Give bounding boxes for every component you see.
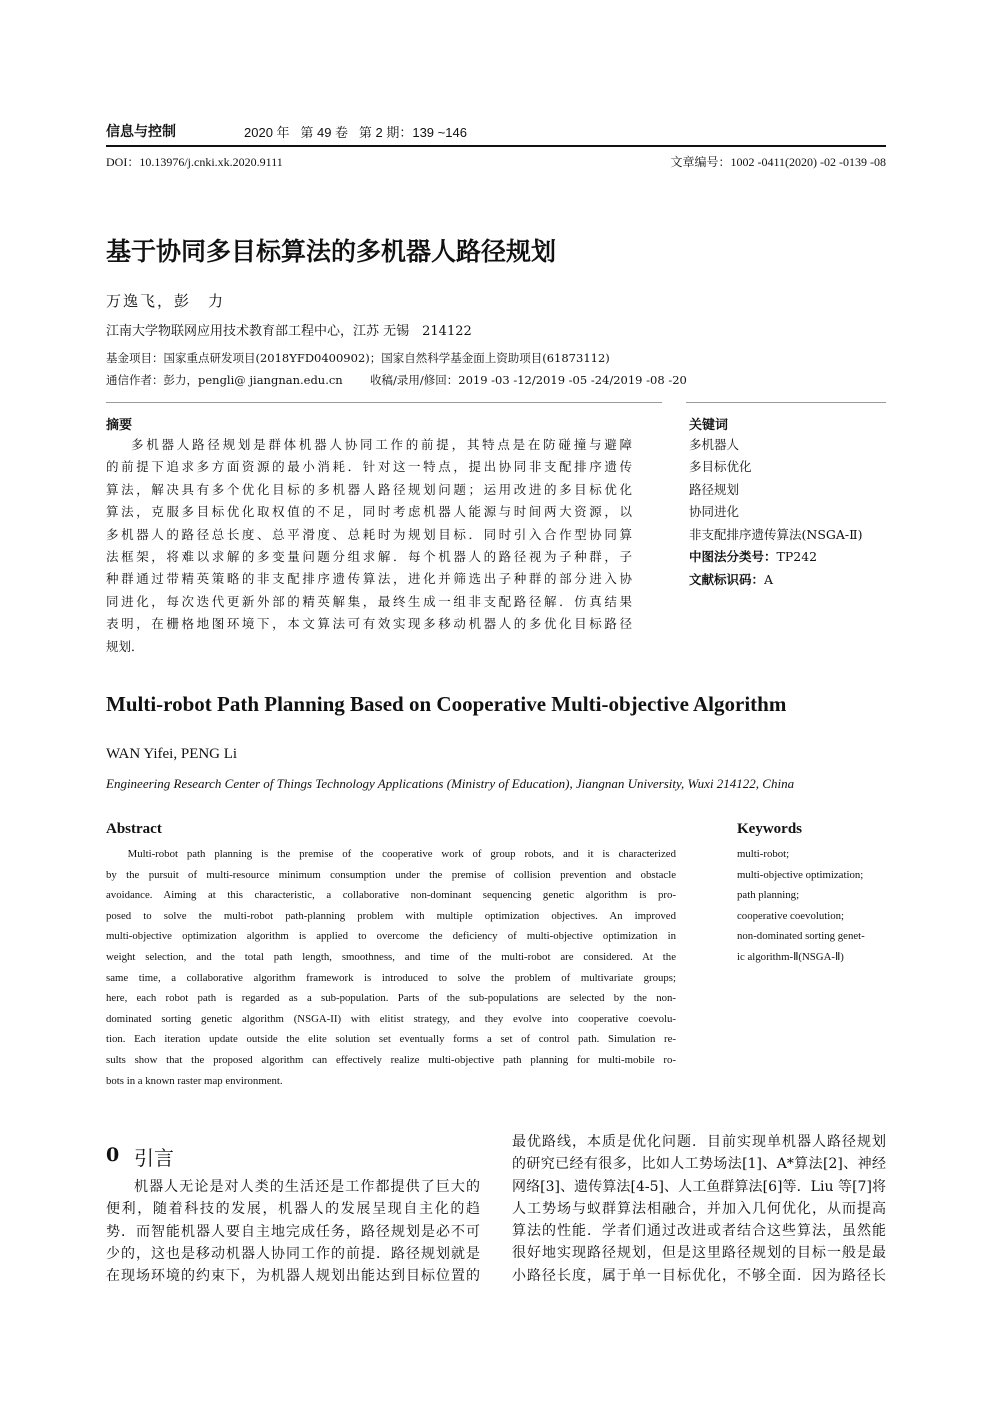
abstract-line: 种群通过带精英策略的非支配排序遗传算法，进化并筛选出子种群的部分进入协 xyxy=(106,571,632,587)
keyword: 多机器人 xyxy=(689,437,740,452)
abstract-en-heading: Abstract xyxy=(106,821,162,837)
abstract-line: here, each robot path is regarded as a sub-population. Parts of the sub-populations are selected by the non- xyxy=(106,992,676,1005)
body-line: 机器人无论是对人类的生活还是工作都提供了巨大的 xyxy=(134,1179,480,1195)
keyword: non-dominated sorting genet- xyxy=(737,930,865,943)
abstract-line: avoidance. Aiming at this characteristic, a collaborative non-dominant sequencing genetic algorithm is pro- xyxy=(106,889,676,902)
abstract-line: 法框架，将难以求解的多变量问题分组求解．每个机器人的路径视为子种群，子 xyxy=(106,549,632,565)
body-line: 人工势场与蚁群算法相融合，并加入几何优化，从而提高 xyxy=(512,1200,886,1217)
divider xyxy=(106,402,662,403)
abstract-line: 多机器人路径规划是群体机器人协同工作的前提，其特点是在防碰撞与避障 xyxy=(131,437,632,452)
abstract-line: weight selection, and the total path length, smoothness, and time of the multi-robot are considered. At the xyxy=(106,950,676,963)
authors-en: WAN Yifei, PENG Li xyxy=(106,746,238,762)
keyword: multi-objective optimization; xyxy=(737,868,864,881)
abstract-line: same time, a collaborative algorithm framework is introduced to solve the problem of multivariate groups; xyxy=(106,971,676,984)
keyword: 多目标优化 xyxy=(689,459,752,475)
authors-cn: 万逸飞，彭 力 xyxy=(106,292,226,310)
body-line: 很好地实现路径规划，但是这里路径规划的目标一般是最 xyxy=(512,1245,886,1262)
keywords-cn-heading: 关键词 xyxy=(689,418,729,433)
abstract-en xyxy=(106,844,676,1091)
abstract-cn xyxy=(106,434,632,658)
body-line: 算法的性能．学者们通过改进或者结合这些算法，虽然能 xyxy=(512,1223,886,1240)
body-line: 便利，随着科技的发展，机器人的发展呈现自主化的趋 xyxy=(106,1201,480,1218)
clc-value: TP242 xyxy=(776,549,818,564)
keyword: 非支配排序遗传算法(NSGA-Ⅱ) xyxy=(689,526,863,542)
document-code xyxy=(689,569,773,591)
correspondence: 通信作者：彭力，pengli@ jiangnan.edu.cn xyxy=(106,373,343,387)
body-line: 少的，这也是移动机器人协同工作的前提．路径规划就是 xyxy=(106,1245,480,1262)
body-line: 最优路线，本质是优化问题．目前实现单机器人路径规划 xyxy=(512,1134,886,1150)
article-number: 文章编号：1002 -0411(2020) -02 -0139 -08 xyxy=(670,155,886,169)
abstract-line: Multi-robot path planning is the premise of the cooperative work of group robots, and it is characterized xyxy=(127,848,676,860)
abstract-line: 同进化，每次迭代更新外部的精英解集，最终生成一组非支配路径解．仿真结果 xyxy=(106,593,632,609)
keywords-en xyxy=(737,844,865,968)
doi: DOI：10.13976/j.cnki.xk.2020.9111 xyxy=(106,155,283,169)
clc-number xyxy=(689,546,817,568)
keyword: 协同进化 xyxy=(689,504,740,520)
body-line: 势．而智能机器人要自主地完成任务，路径规划是必不可 xyxy=(106,1223,480,1240)
abstract-line: 算法，克服多目标优化取权值的不足，同时考虑机器人能源与时间两大资源，以 xyxy=(106,504,632,520)
divider xyxy=(686,402,886,403)
affiliation-en: Engineering Research Center of Things Technology Applications (Ministry of Education), Jiangnan University, Wuxi 214122, China xyxy=(106,776,795,791)
doc-label: 文献标识码： xyxy=(689,572,765,587)
title-cn: 基于协同多目标算法的多机器人路径规划 xyxy=(106,237,557,266)
intro-left-column xyxy=(106,1176,480,1287)
body-line: 在现场环境的约束下，为机器人规划出能达到目标位置的 xyxy=(106,1268,480,1285)
body-line: 小路径长度，属于单一目标优化，不够全面．因为路径长 xyxy=(512,1267,886,1284)
intro-right-column xyxy=(512,1131,886,1287)
keyword: path planning; xyxy=(737,889,800,902)
clc-label: 中图法分类号： xyxy=(689,549,777,564)
journal-name: 信息与控制 xyxy=(106,124,176,140)
affiliation-cn: 江南大学物联网应用技术教育部工程中心，江苏 无锡 214122 xyxy=(106,324,472,339)
funding: 基金项目：国家重点研发项目(2018YFD0400902)；国家自然科学基金面上资助项目(61873112) xyxy=(106,351,610,365)
section-heading: 引言 xyxy=(134,1146,174,1170)
abstract-line: by the pursuit of multi-resource minimum consumption under the premise of collision prevention and obstacle xyxy=(106,868,676,881)
keyword: cooperative coevolution; xyxy=(737,909,845,922)
header-rule xyxy=(106,145,886,147)
abstract-line: sults show that the proposed algorithm can effectively realize multi-objective path planning for multi-mobile ro- xyxy=(106,1053,676,1066)
abstract-line: dominated sorting genetic algorithm (NSGA-II) with elitist strategy, and they evolve into cooperative coevolu- xyxy=(106,1012,676,1025)
keywords-en-heading: Keywords xyxy=(737,821,802,837)
keyword: 路径规划 xyxy=(689,481,740,497)
keyword: ic algorithm-Ⅱ(NSGA-Ⅱ) xyxy=(737,950,844,963)
body-line: 的研究已经有很多，比如人工势场法[1]、A*算法[2]、神经 xyxy=(512,1156,886,1173)
title-en: Multi-robot Path Planning Based on Cooperative Multi-objective Algorithm xyxy=(106,692,787,716)
body-line: 网络[3]、遗传算法[4-5]、人工鱼群算法[6]等．Liu 等[7]将 xyxy=(512,1178,886,1195)
abstract-line: bots in a known raster map environment. xyxy=(106,1074,283,1087)
abstract-line: posed to solve the multi-robot path-planning problem with multiple optimization objectives. An improved xyxy=(106,909,676,922)
abstract-line: 算法，解决具有多个优化目标的多机器人路径规划问题；运用改进的多目标优化 xyxy=(106,481,632,497)
abstract-cn-heading: 摘要 xyxy=(106,418,133,433)
issue-info: 2020 年 第 49 卷 第 2 期：139 ~146 xyxy=(244,125,467,140)
section-number: 0 xyxy=(106,1144,120,1166)
doc-value: A xyxy=(764,572,774,587)
dates: 收稿/录用/修回：2019 -03 -12/2019 -05 -24/2019 -08 -20 xyxy=(370,373,687,387)
keyword: multi-robot; xyxy=(737,848,790,860)
abstract-line: multi-objective optimization algorithm is applied to overcome the deficiency of multi-objective optimization in xyxy=(106,930,676,943)
abstract-line: 规划． xyxy=(106,638,144,654)
abstract-line: tion. Each iteration update outside the elite solution set eventually forms a set of control path. Simulation re- xyxy=(106,1033,676,1046)
abstract-line: 多机器人的路径总长度、总平滑度、总耗时为规划目标．同时引入合作型协同算 xyxy=(106,526,632,542)
abstract-line: 的前提下追求多方面资源的最小消耗．针对这一特点，提出协同非支配排序遗传 xyxy=(106,459,632,475)
keywords-cn xyxy=(689,434,863,546)
abstract-line: 表明，在栅格地图环境下，本文算法可有效实现多移动机器人的多优化目标路径 xyxy=(106,616,632,632)
